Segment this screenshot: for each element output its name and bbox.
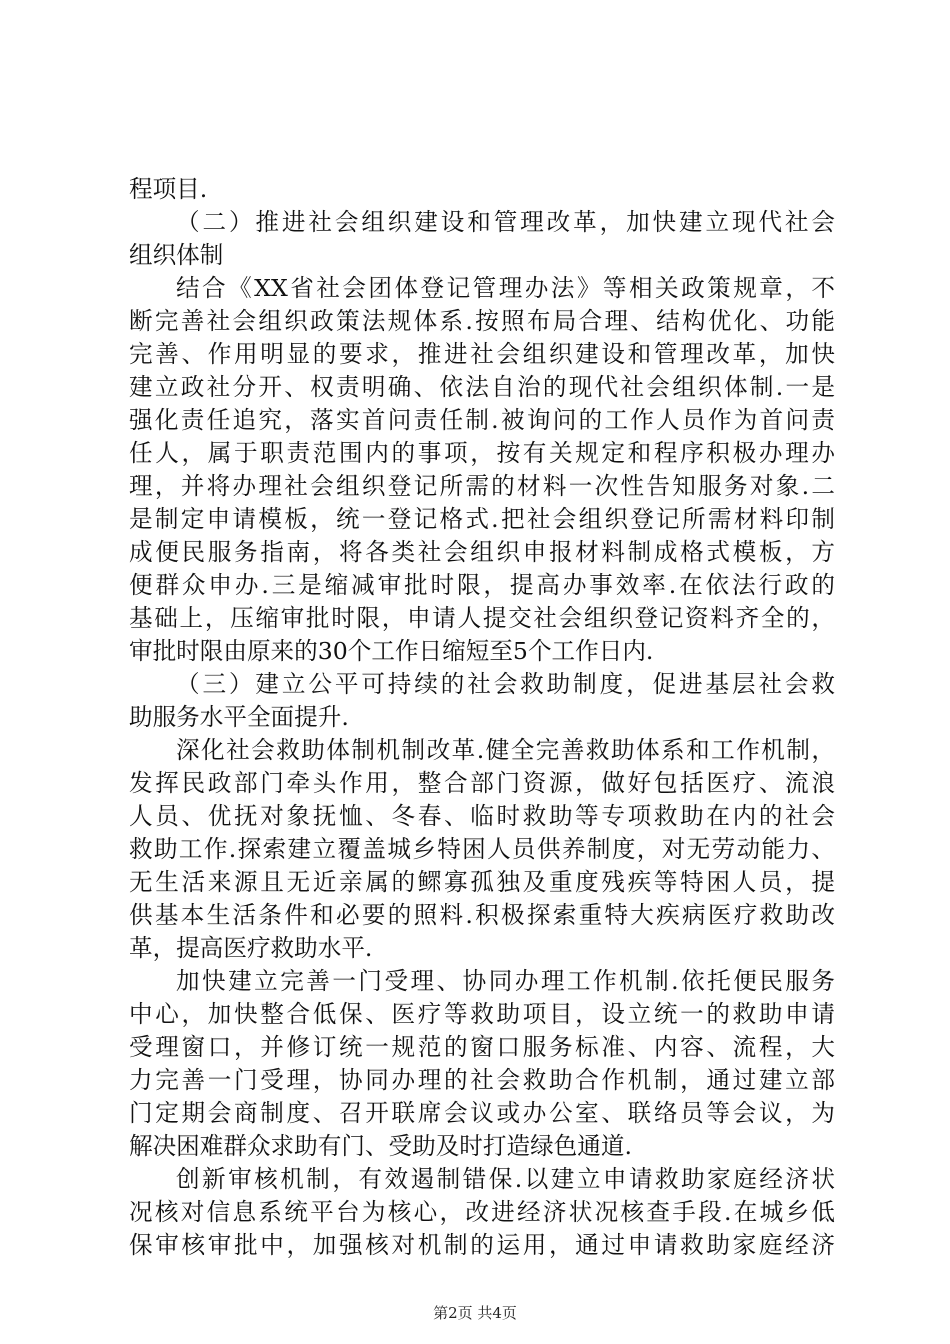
section-heading-continued: 助服务水平全面提升. bbox=[129, 703, 349, 731]
paragraph-start: 创新审核机制，有效遏制错保.以建立申请救助家庭经济状 bbox=[176, 1165, 835, 1193]
paragraph-start: 加快建立完善一门受理、协同办理工作机制.依托便民服务 bbox=[176, 967, 835, 995]
body-line: 强化责任追究，落实首问责任制.被询问的工作人员作为首问责 bbox=[129, 406, 835, 434]
body-line: 供基本生活条件和必要的照料.积极探索重特大疾病医疗救助改 bbox=[129, 901, 835, 929]
paragraph-start: 结合《XX省社会团体登记管理办法》等相关政策规章，不 bbox=[176, 274, 835, 302]
section-heading-continued: 组织体制 bbox=[129, 241, 224, 269]
body-line: 革，提高医疗救助水平. bbox=[129, 934, 373, 962]
body-line: 况核对信息系统平台为核心，改进经济状况核查手段.在城乡低 bbox=[129, 1198, 835, 1226]
body-line: 人员、优抚对象抚恤、冬春、临时救助等专项救助在内的社会 bbox=[129, 802, 835, 830]
body-line: 中心，加快整合低保、医疗等救助项目，设立统一的救助申请 bbox=[129, 1000, 835, 1028]
body-line: 无生活来源且无近亲属的鳏寡孤独及重度残疾等特困人员，提 bbox=[129, 868, 835, 896]
body-line: 任人，属于职责范围内的事项，按有关规定和程序积极办理办 bbox=[129, 439, 835, 467]
section-heading: （二）推进社会组织建设和管理改革，加快建立现代社会 bbox=[176, 208, 835, 236]
paragraph-start: 深化社会救助体制机制改革.健全完善救助体系和工作机制， bbox=[176, 736, 835, 764]
body-line: 基础上，压缩审批时限，申请人提交社会组织登记资料齐全的， bbox=[129, 604, 835, 632]
body-line: 完善、作用明显的要求，推进社会组织建设和管理改革，加快 bbox=[129, 340, 835, 368]
section-heading: （三）建立公平可持续的社会救助制度，促进基层社会救 bbox=[176, 670, 835, 698]
body-line: 程项目. bbox=[129, 175, 208, 203]
body-line: 理，并将办理社会组织登记所需的材料一次性告知服务对象.二 bbox=[129, 472, 835, 500]
body-line: 保审核审批中，加强核对机制的运用，通过申请救助家庭经济 bbox=[129, 1231, 835, 1259]
body-line: 断完善社会组织政策法规体系.按照布局合理、结构优化、功能 bbox=[129, 307, 835, 335]
document-body bbox=[129, 173, 835, 1262]
body-line: 建立政社分开、权责明确、依法自治的现代社会组织体制.一是 bbox=[129, 373, 835, 401]
body-line: 审批时限由原来的30个工作日缩短至5个工作日内. bbox=[129, 637, 654, 665]
body-line: 成便民服务指南，将各类社会组织申报材料制成格式模板，方 bbox=[129, 538, 835, 566]
page-number-footer: 第2页 共4页 bbox=[433, 1304, 517, 1322]
body-line: 便群众申办.三是缩减审批时限，提高办事效率.在依法行政的 bbox=[129, 571, 835, 599]
body-line: 门定期会商制度、召开联席会议或办公室、联络员等会议，为 bbox=[129, 1099, 835, 1127]
body-line: 救助工作.探索建立覆盖城乡特困人员供养制度，对无劳动能力、 bbox=[129, 835, 835, 863]
body-line: 是制定申请模板，统一登记格式.把社会组织登记所需材料印制 bbox=[129, 505, 835, 533]
body-line: 解决困难群众求助有门、受助及时打造绿色通道. bbox=[129, 1132, 632, 1160]
body-line: 力完善一门受理，协同办理的社会救助合作机制，通过建立部 bbox=[129, 1066, 835, 1094]
body-line: 发挥民政部门牵头作用，整合部门资源，做好包括医疗、流浪 bbox=[129, 769, 835, 797]
body-line: 受理窗口，并修订统一规范的窗口服务标准、内容、流程，大 bbox=[129, 1033, 835, 1061]
